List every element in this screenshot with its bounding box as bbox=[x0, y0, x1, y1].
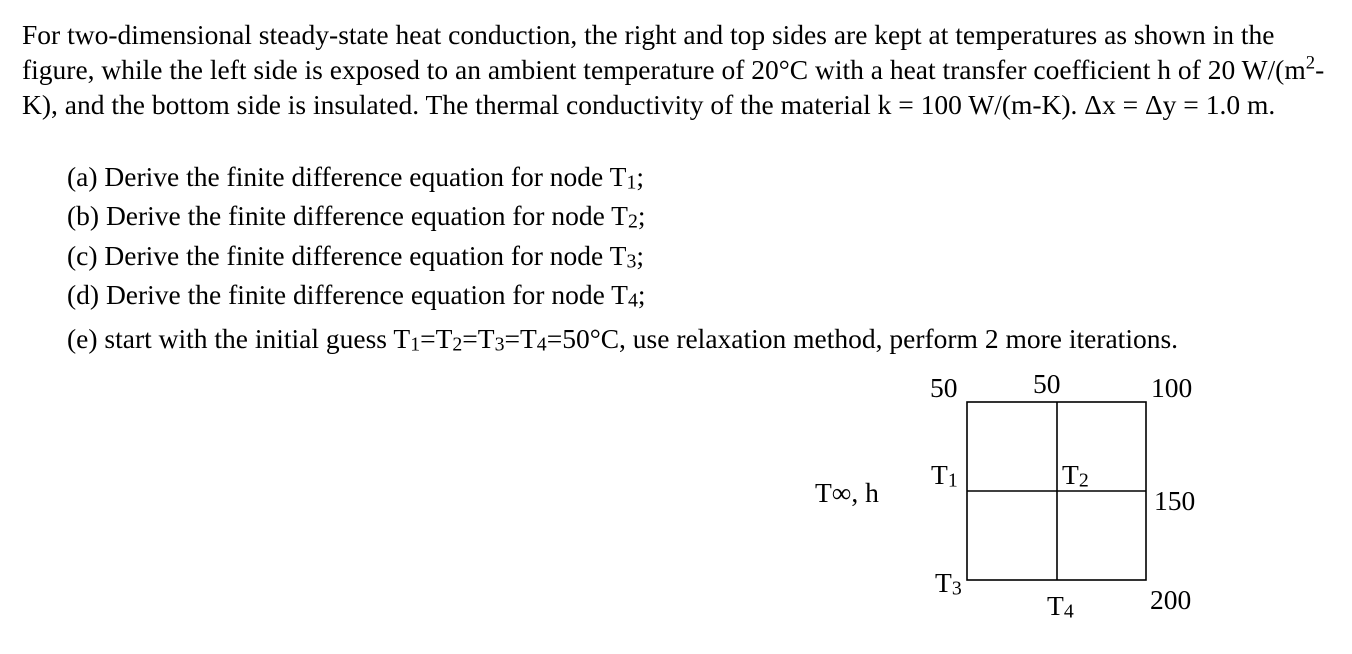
part-c: (c) Derive the finite difference equation for node T3; bbox=[67, 239, 644, 273]
top-right-temp: 100 bbox=[1151, 372, 1193, 403]
node-T4: T4 bbox=[1047, 590, 1074, 623]
part-e: (e) start with the initial guess T1=T2=T3=T4=50°C, use relaxation method, perform 2 more iterations. bbox=[67, 322, 1179, 355]
top-left-temp: 50 bbox=[930, 372, 958, 403]
part-b: (b) Derive the finite difference equation for node T2; bbox=[67, 200, 646, 233]
ambient-label: T∞, h bbox=[815, 477, 879, 508]
node-T1: T1 bbox=[931, 459, 958, 492]
top-mid-temp: 50 bbox=[1033, 368, 1061, 399]
node-T2: T2 bbox=[1062, 459, 1089, 492]
part-d: (d) Derive the finite difference equation for node T4; bbox=[67, 279, 646, 312]
right-bottom-temp: 200 bbox=[1150, 584, 1192, 615]
problem-text-1: For two-dimensional steady-state heat conduction, the right and top sides are kept at temperatures as shown in the figure, while the left side is exposed to an ambient temperature of 20°C with a heat transfer coefficient h of 20 W/(m bbox=[22, 19, 1306, 85]
part-a: (a) Derive the finite difference equation for node T1; bbox=[67, 161, 644, 194]
node-T3: T3 bbox=[935, 567, 962, 600]
problem-text-2: -K), and the bottom side is insulated. The thermal conductivity of the material k = 100 W/(m-K). Δx = Δy = 1.0 m. bbox=[22, 54, 1325, 120]
superscript-2: 2 bbox=[1305, 52, 1316, 74]
right-mid-temp: 150 bbox=[1154, 485, 1196, 516]
